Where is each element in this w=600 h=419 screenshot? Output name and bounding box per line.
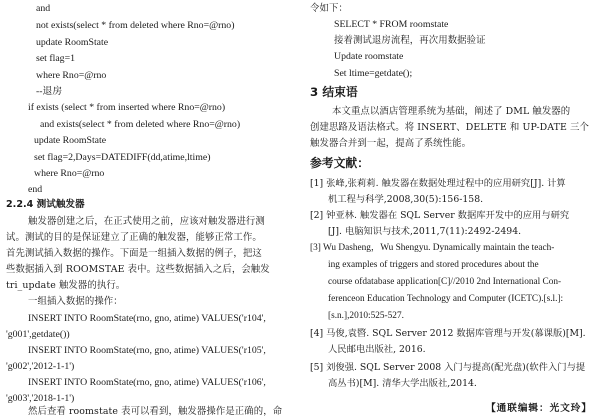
code-line: INSERT INTO RoomState(rno, gno, atime) VALUES('r104',	[28, 313, 266, 324]
code-line: 接着测试退房流程，再次用数据验证	[334, 35, 486, 46]
code-line: update RoomState	[34, 135, 107, 146]
code-line: 'g003','2018-1-1')	[6, 393, 75, 404]
reference-line: [1] 张峰,张莉莉. 触发器在数据处理过程中的应用研究[J]. 计算	[310, 178, 566, 189]
conclusion-heading: 3 结束语	[310, 85, 358, 99]
code-line: 'g002','2012-1-1')	[6, 361, 75, 372]
code-line: and exists(select * from deleted where Rno=@rno)	[40, 119, 241, 130]
code-line: set flag=2,Days=DATEDIFF(dd,atime,ltime)	[34, 152, 211, 163]
paragraph-line: 然后查看 roomstate 表可以看到，触发器操作是正确的，命	[28, 406, 283, 417]
paragraph-line: 令如下：	[310, 3, 348, 14]
section-heading: 2.2.4 测试触发器	[6, 199, 85, 210]
code-line: where Rno=@rno	[36, 70, 107, 81]
reference-line: course ofdatabase application[C]//2010 2nd International Con-	[328, 277, 562, 287]
paragraph-line: 创建思路及语法格式。将 INSERT、DELETE 和 UP-DATE 三个	[310, 122, 589, 133]
code-line: if exists (select * from inserted where Rno=@rno)	[28, 102, 226, 113]
reference-line: 机工程与科学,2008,30(5):156-158.	[328, 194, 484, 205]
reference-line: 高丛书)[M]. 清华大学出版社,2014.	[328, 378, 477, 389]
paragraph-line: 试。测试的目的是保证建立了正确的触发器，能够正常工作。	[6, 232, 262, 243]
reference-line: [J]. 电脑知识与技术,2011,7(11):2492-2494.	[328, 226, 522, 237]
paragraph-line: tri_update 触发器的执行。	[6, 280, 126, 291]
code-line: and	[36, 3, 51, 14]
intro-line: 一组插入数据的操作：	[28, 296, 123, 307]
editor-note: 【通联编辑：光文玲】	[486, 403, 592, 414]
reference-line: [3] Wu Dasheng，Wu Shengyu. Dynamically maintain the teach-	[310, 243, 555, 253]
reference-line: ing examples of triggers and stored procedures about the	[328, 260, 539, 270]
paragraph-line: 些数据插入到 ROOMSTAE 表中。这些数据插入之后，会触发	[6, 264, 270, 275]
paragraph-line: 首先测试插入数据的操作。下面是一组插入数据的例子，把这	[6, 248, 262, 259]
reference-line: [s.n.],2010:525-527.	[328, 311, 404, 321]
code-line: set flag=1	[36, 53, 75, 64]
code-line: update RoomState	[36, 37, 109, 48]
code-line: Set ltime=getdate();	[334, 68, 413, 79]
reference-line: [4] 马俊,袁暋. SQL Server 2012 数据库管理与开发(慕课版)[M].	[310, 328, 586, 339]
reference-line: [2] 钟亚林. 触发器在 SQL Server 数据库开发中的应用与研究	[310, 210, 570, 221]
code-line: INSERT INTO RoomState(rno, gno, atime) VALUES('r105',	[28, 345, 266, 356]
reference-line: [5] 刘俊强. SQL Server 2008 入门与提高(配光盘)(软件入门与提	[310, 362, 586, 373]
references-heading: 参考文献：	[310, 156, 369, 170]
code-line: --退房	[36, 86, 63, 97]
code-line: not exists(select * from deleted where Rno=@rno)	[36, 20, 235, 31]
code-line: SELECT * FROM roomstate	[334, 19, 449, 30]
paragraph-line: 触发器创建之后，在正式使用之前，应该对触发器进行测	[28, 216, 265, 227]
paragraph-line: 本文重点以酒店管理系统为基础，阐述了 DML 触发器的	[332, 106, 571, 117]
code-line: Update roomstate	[334, 51, 404, 62]
reference-line: ferenceon Education Technology and Computer (ICETC).[s.l.]:	[328, 294, 564, 304]
code-line: INSERT INTO RoomState(rno, gno, atime) VALUES('r106',	[28, 377, 266, 388]
code-line: 'g001',getdate())	[6, 329, 70, 340]
code-line: end	[28, 184, 43, 195]
code-line: where Rno=@rno	[34, 168, 105, 179]
paragraph-line: 触发器合并到一起，提高了系统性能。	[310, 138, 472, 149]
reference-line: 人民邮电出版社, 2016.	[328, 344, 426, 355]
